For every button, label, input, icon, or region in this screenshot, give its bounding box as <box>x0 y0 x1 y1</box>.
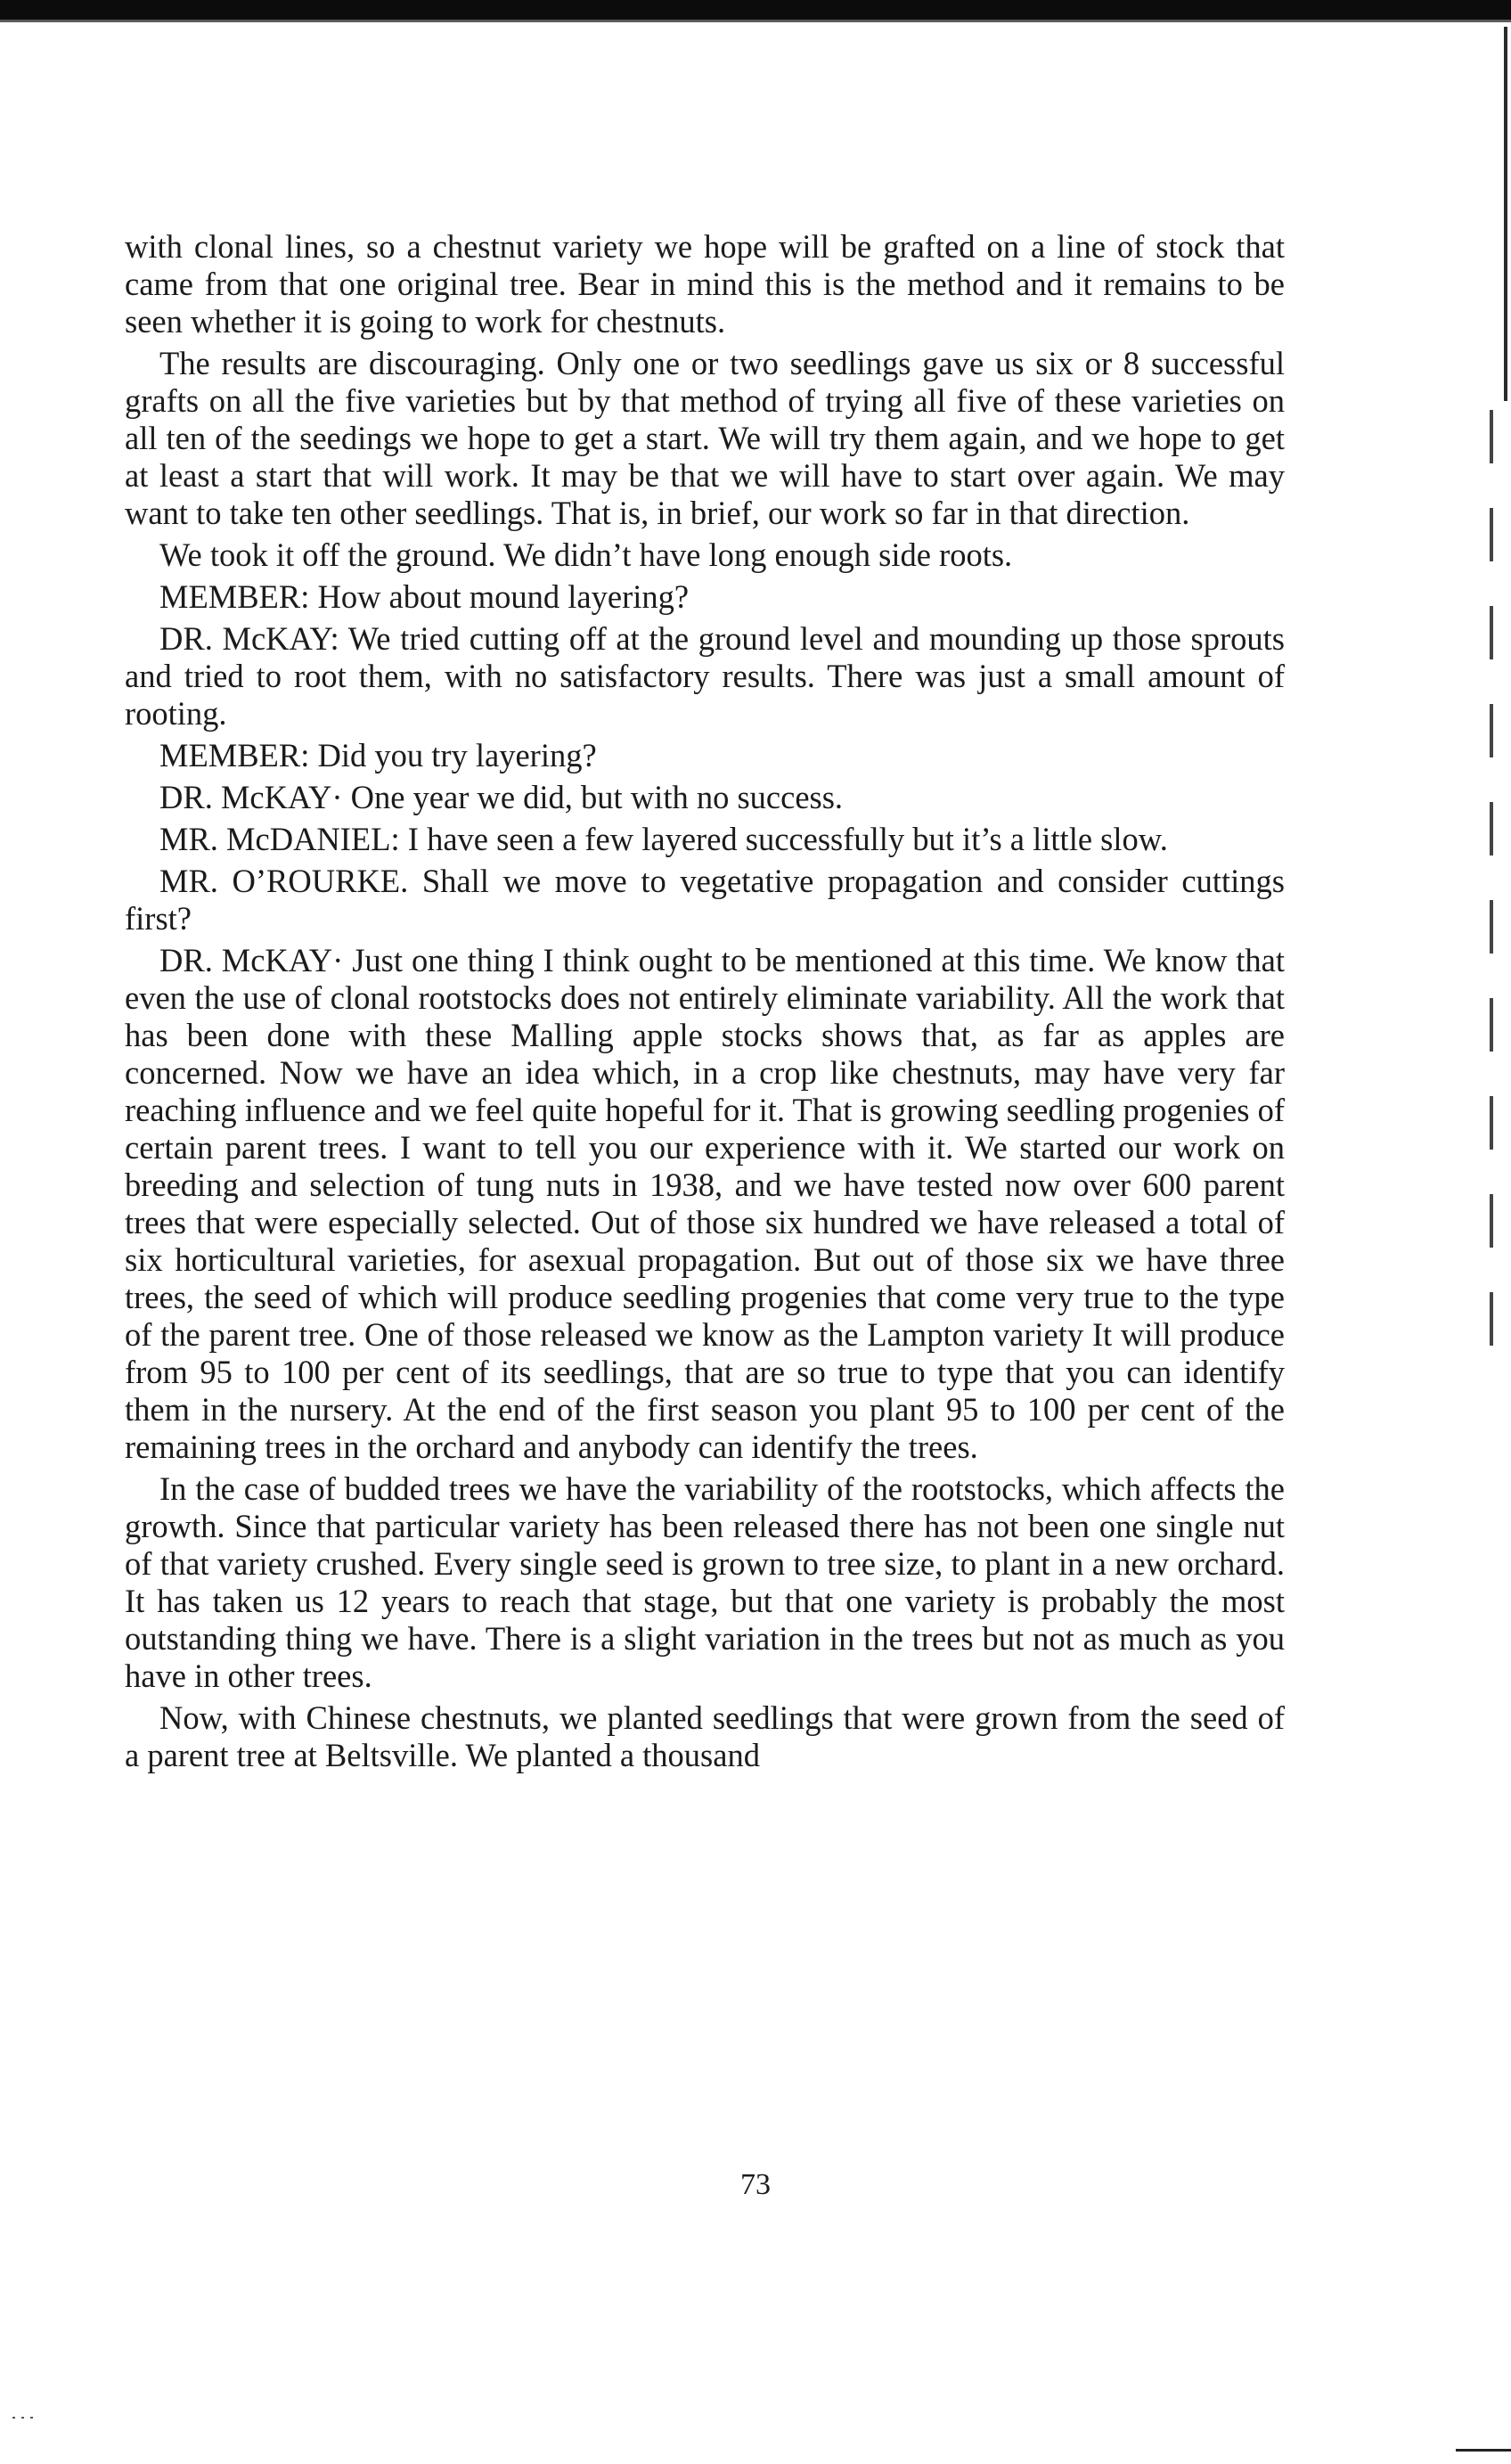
paragraph-5: DR. McKAY: We tried cutting off at the ground level and mounding up those sprouts and tried to root them, with no satisfactory results. There was just a small amount of rooting. <box>125 620 1285 732</box>
paragraph-12: Now, with Chinese chestnuts, we planted seedlings that were grown from the seed of a parent tree at Beltsville. We planted a thousand <box>125 1699 1285 1773</box>
body-text <box>125 228 1285 1774</box>
paragraph-2: The results are discouraging. Only one or two seedlings gave us six or 8 successful grafts on all the five varieties but by that method of trying all five of these varieties on all ten of the seedings we hope to get a start. We will try them again, and we hope to get at least a start that will work. It may be that we will have to start over again. We may want to take ten other seedlings. That is, in brief, our work so far in that direction. <box>125 345 1285 531</box>
scan-right-edge <box>1504 27 1507 401</box>
page-body <box>125 228 1285 1779</box>
paragraph-10: DR. McKAY· Just one thing I think ought to be mentioned at this time. We know that even the use of clonal rootstocks does not entirely eliminate variability. All the work that has been done with these Malling apple stocks shows that, as far as apples are concerned. Now we have an idea which, in a crop like chestnuts, may have very far reaching influence and we feel quite hopeful for it. That is growing seedling progenies of certain parent trees. I want to tell you our experience with it. We started our work on breeding and selection of tung nuts in 1938, and we have tested now over 600 parent trees that were especially selected. Out of those six hundred we have released a total of six horticultural varieties, for asexual propagation. But out of those six we have three trees, the seed of which will produce seedling progenies that come very true to the type of the parent tree. One of those released we know as the Lampton variety It will produce from 95 to 100 per cent of its seedlings, that are so true to type that you can identify them in the nursery. At the end of the first season you plant 95 to 100 per cent of the remaining trees in the orchard and anybody can identify the trees. <box>125 942 1285 1465</box>
paragraph-4: MEMBER: How about mound layering? <box>159 578 690 615</box>
paragraph-9: MR. O’ROURKE. Shall we move to vegetative propagation and consider cuttings first? <box>125 863 1285 937</box>
paragraph-8: MR. McDANIEL: I have seen a few layered successfully but it’s a little slow. <box>159 821 1168 857</box>
paragraph-6: MEMBER: Did you try layering? <box>159 737 597 774</box>
paragraph-7: DR. McKAY· One year we did, but with no success. <box>159 779 844 815</box>
paragraph-1: with clonal lines, so a chestnut variety we hope will be grafted on a line of stock that came from that one original tree. Bear in mind this is the method and it remains to be seen whether it is going to work for chestnuts. <box>125 228 1285 340</box>
scan-top-border <box>0 0 1511 20</box>
page-number: 73 <box>740 2168 771 2201</box>
scan-top-edge <box>0 20 1511 22</box>
scan-bottom-left-mark <box>12 2417 39 2419</box>
paragraph-11: In the case of budded trees we have the variability of the rootstocks, which affects the growth. Since that particular variety has been released there has not been one single nut of that variety crushed. Every single seed is grown to tree size, to plant in a new orchard. It has taken us 12 years to reach that stage, but that one variety is probably the most outstanding thing we have. There is a slight variation in the trees but not as much as you have in other trees. <box>125 1470 1285 1694</box>
scan-right-edge-marks <box>1490 410 1493 1390</box>
scan-bottom-right-mark <box>1456 2449 1511 2452</box>
paragraph-3: We took it off the ground. We didn’t have long enough side roots. <box>159 536 1013 573</box>
